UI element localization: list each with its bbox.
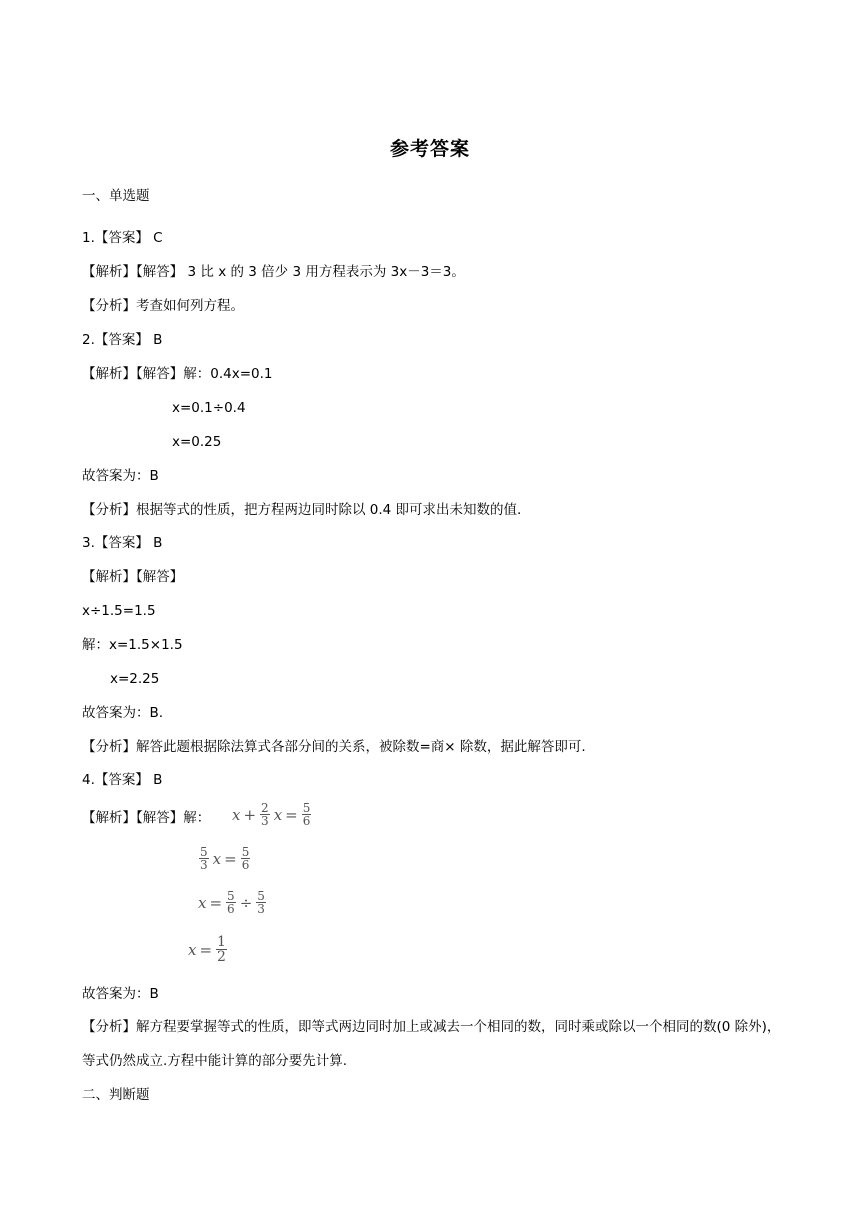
q3-analysis: 【分析】解答此题根据除法算式各部分间的关系，被除数=商× 除数，据此解答即可. xyxy=(82,739,586,755)
q3-step: 解：x=1.5×1.5 xyxy=(82,637,183,653)
q3-equation: x÷1.5=1.5 xyxy=(82,603,156,619)
q4-equation-4: x = $\frac{1}{2}$ xyxy=(188,934,226,965)
q2-conclusion: 故答案为：B xyxy=(82,468,159,484)
q2-analysis: 【分析】根据等式的性质，把方程两边同时除以 0.4 即可求出未知数的值. xyxy=(82,502,522,518)
q4-answer: 4.【答案】 B xyxy=(82,772,163,788)
q4-equation-3: x = $\frac{5}{6}$ ÷ $\frac{5}{3}$ xyxy=(198,889,265,916)
q3-explanation: 【解析】【解答】 xyxy=(82,569,184,585)
q3-answer: 3.【答案】 B xyxy=(82,535,163,551)
q4-conclusion: 故答案为：B xyxy=(82,986,159,1002)
q4-analysis: 【分析】解方程要掌握等式的性质，即等式两边同时加上或减去一个相同的数，同时乘或除以一个相同的数(0 除外)，等式仍然成立.方程中能计算的部分要先计算. xyxy=(82,1019,781,1069)
q3-step: x=2.25 xyxy=(110,671,160,687)
q4-explanation: 【解析】【解答】解： xyxy=(82,810,211,826)
section-heading: 一、单选题 xyxy=(82,188,150,204)
q2-step: x=0.1÷0.4 xyxy=(172,400,246,416)
q1-answer: 1.【答案】 C xyxy=(82,230,163,246)
q1-analysis: 【分析】考查如何列方程。 xyxy=(82,298,244,314)
q4-equation-1: x + $\frac{2}{3}$ x = $\frac{5}{6}$ xyxy=(232,801,311,828)
q2-explanation: 【解析】【解答】解：0.4x=0.1 xyxy=(82,366,273,382)
section-heading: 二、判断题 xyxy=(82,1087,150,1103)
page-title: 参考答案 xyxy=(389,138,470,160)
q3-conclusion: 故答案为：B. xyxy=(82,705,164,721)
q4-equation-2: $\frac{5}{3}$ x = $\frac{5}{6}$ xyxy=(200,845,250,872)
q2-answer: 2.【答案】 B xyxy=(82,332,163,348)
q2-step: x=0.25 xyxy=(172,434,222,450)
q1-explanation: 【解析】【解答】 3 比 x 的 3 倍少 3 用方程表示为 3x－3＝3。 xyxy=(82,264,465,280)
